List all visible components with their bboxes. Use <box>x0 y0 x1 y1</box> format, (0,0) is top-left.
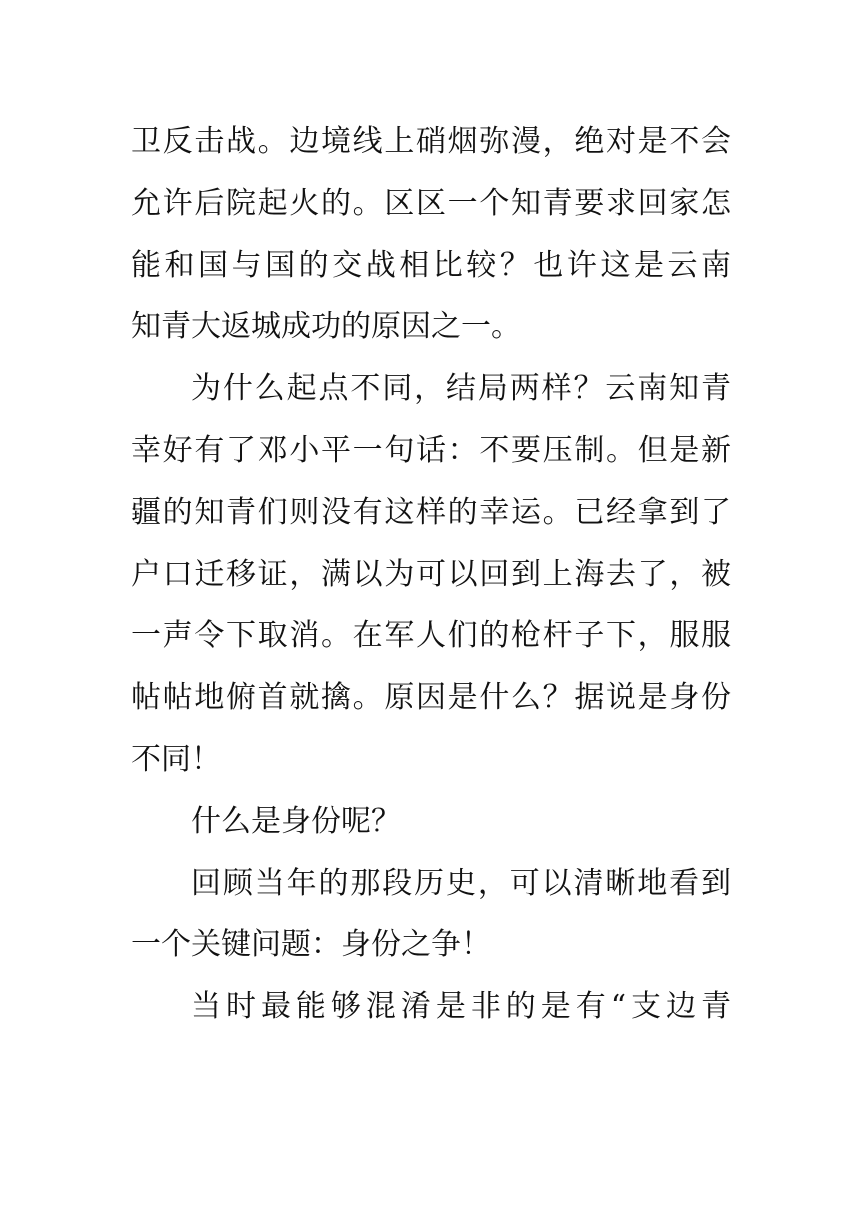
text-line: 幸好有了邓小平一句话：不要压制。但是新 <box>131 432 731 468</box>
text-line: 为什么起点不同，结局两样？云南知青 <box>191 371 731 407</box>
text-line: 回顾当年的那段历史，可以清晰地看到 <box>191 865 731 901</box>
text-line: 当时最能够混淆是非的是有“支边青 <box>191 989 731 1025</box>
text-line: 什么是身份呢？ <box>191 803 401 839</box>
text-line: 帖帖地俯首就擒。原因是什么？据说是身份 <box>131 680 731 716</box>
text-line: 户口迁移证，满以为可以回到上海去了，被 <box>131 556 731 592</box>
text-line: 疆的知青们则没有这样的幸运。已经拿到了 <box>131 494 731 530</box>
text-line: 卫反击战。边境线上硝烟弥漫，绝对是不会 <box>131 124 731 159</box>
text-line: 知青大返城成功的原因之一。 <box>131 309 521 345</box>
text-line: 允许后院起火的。区区一个知青要求回家怎 <box>131 185 731 221</box>
body-text <box>131 111 731 1038</box>
text-line: 一个关键问题：身份之争！ <box>131 927 491 963</box>
text-line: 不同！ <box>131 741 221 777</box>
text-line: 能和国与国的交战相比较？也许这是云南 <box>131 247 731 283</box>
text-line: 一声令下取消。在军人们的枪杆子下，服服 <box>131 618 731 654</box>
